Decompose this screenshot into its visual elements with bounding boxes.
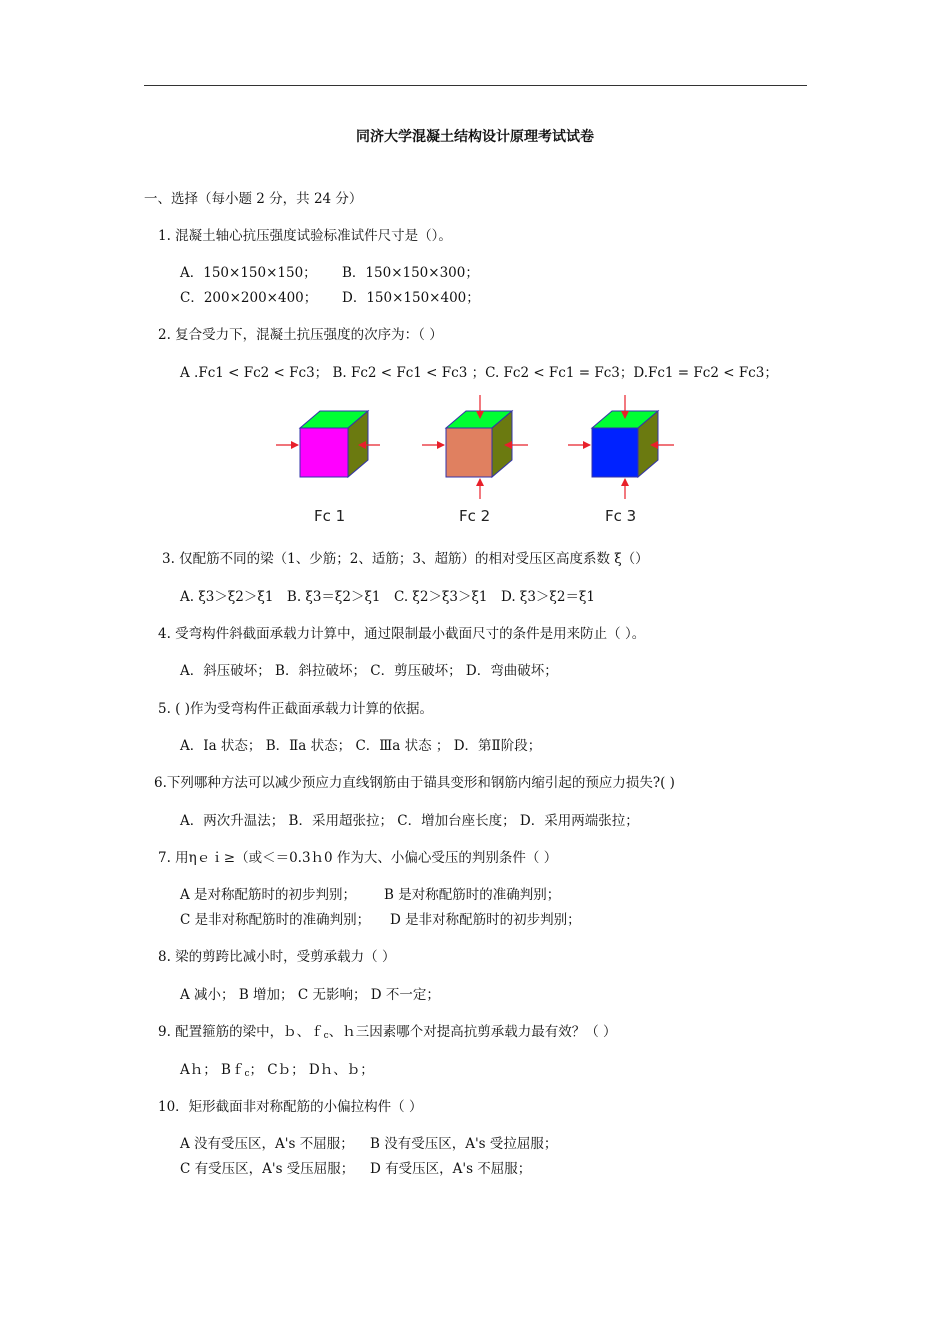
question-8-options: A 减小； B 增加； C 无影响； D 不一定； [180,987,440,1003]
figure-label-fc2: Fc 2 [459,507,491,525]
question-3-options: A. ξ3＞ξ2＞ξ1 B. ξ3＝ξ2＞ξ1 C. ξ2＞ξ3＞ξ1 D. ξ3＞ξ2＝ξ1 [180,589,595,605]
figure-label-fc1: Fc 1 [314,507,346,525]
question-7-stem: 7. 用ηｅｉ≥（或＜＝0.3ｈ0 作为大、小偏心受压的判别条件（ ） [158,850,558,866]
question-4-stem: 4. 受弯构件斜截面承载力计算中，通过限制最小截面尺寸的条件是用来防止（ ）。 [158,626,646,642]
question-10-option-b: B 没有受压区，A's 受拉屈服； [370,1136,558,1152]
question-9-stem: 9. 配置箍筋的梁中，ｂ、ｆ$_c$、ｈ三因素哪个对提高抗剪承载力最有效？（ ） [158,1024,617,1041]
question-8-stem: 8. 梁的剪跨比减小时，受剪承载力（ ） [158,949,396,965]
header-rule [144,85,807,86]
question-5-stem: 5. ( )作为受弯构件正截面承载力计算的依据。 [158,701,433,717]
section-heading: 一、选择（每小题 2 分，共 24 分） [144,191,363,207]
question-7-option-a: A 是对称配筋时的初步判别； [180,887,357,903]
cube-3-front-face [592,428,638,477]
question-1-stem: 1. 混凝土轴心抗压强度试验标准试件尺寸是（）。 [158,228,452,244]
question-6-stem: 6.下列哪种方法可以减少预应力直线钢筋由于锚具变形和钢筋内缩引起的预应力损失?( ) [154,775,675,791]
question-2-stem: 2. 复合受力下，混凝土抗压强度的次序为：（ ） [158,327,443,343]
cube-1-front-face [300,428,348,477]
question-1-option-b: B．150×150×300； [342,265,479,281]
question-1-option-d: D．150×150×400； [342,290,480,306]
figure-label-fc3: Fc 3 [605,507,637,525]
question-4-options: A．斜压破坏； B．斜拉破坏； C．剪压破坏； D．弯曲破坏； [180,663,558,679]
question-7-option-c: C 是非对称配筋时的准确判别； [180,912,371,928]
cube-fc2 [422,395,528,499]
cube-2-front-face [446,428,492,477]
cube-fc3 [568,395,674,499]
cube-fc1 [276,411,380,477]
question-7-option-d: D 是非对称配筋时的初步判别； [390,912,581,928]
question-10-option-d: D 有受压区，A's 不屈服； [370,1161,532,1177]
question-2-options: A .Fc1 < Fc2 < Fc3； B. Fc2 < Fc1 < Fc3 ；C. Fc2 < Fc1 = Fc3；D.Fc1 = Fc2 < Fc3； [180,365,778,381]
question-7-option-b: B 是对称配筋时的准确判别； [384,887,561,903]
question-1-option-c: C．200×200×400； [180,290,318,306]
question-10-option-c: C 有受压区，A's 受压屈服； [180,1161,355,1177]
question-1-option-a: A．150×150×150； [180,265,317,281]
stress-cubes-figure [270,393,690,533]
exam-title: 同济大学混凝土结构设计原理考试试卷 [356,129,594,145]
question-9-options: Aｈ； Bｆ$_c$； Cｂ； Dｈ、ｂ； [180,1062,374,1079]
question-5-options: A．Ⅰa 状态； B．Ⅱa 状态； C．Ⅲa 状态 ； D．第Ⅱ阶段； [180,738,542,754]
question-3-stem: 3. 仅配筋不同的梁（1、少筋；2、适筋；3、超筋）的相对受压区高度系数 ξ（） [162,551,649,567]
question-6-options: A．两次升温法； B．采用超张拉； C．增加台座长度； D．采用两端张拉； [180,813,639,829]
question-10-option-a: A 没有受压区，A's 不屈服； [180,1136,354,1152]
question-10-stem: 10．矩形截面非对称配筋的小偏拉构件（ ） [158,1099,423,1115]
